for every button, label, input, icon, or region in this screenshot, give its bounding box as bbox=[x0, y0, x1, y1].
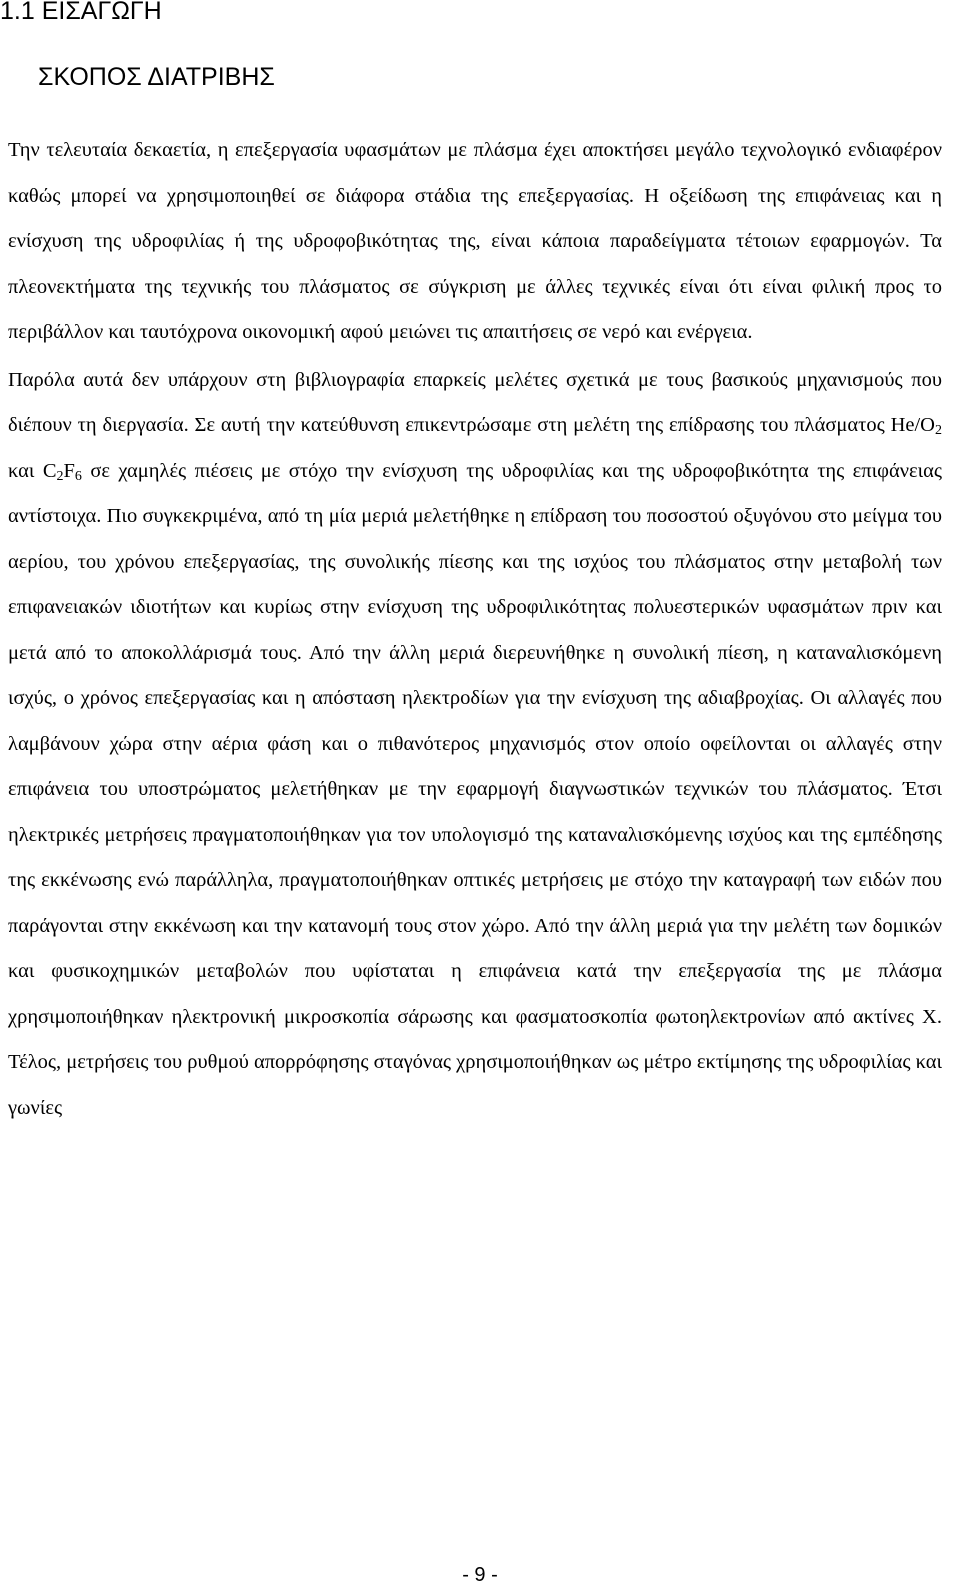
paragraph-2-part-2: και C bbox=[8, 459, 57, 482]
subscript-f6: 6 bbox=[74, 468, 82, 484]
paragraph-2-part-4: σε χαμηλές πιέσεις με στόχο την ενίσχυση της υδροφιλίας και της υδροφοβικότητα της επιφάνειας αντίστοιχα. Πιο συγκεκριμένα, από τη μία μεριά μελετήθηκε η επίδραση του ποσοστού οξυγόνου στο μείγμα του αερίου, του χρόνου επεξεργασίας, της συνολικής πίεσης και της ισχύος του πλάσματος στην μεταβολή των επιφανειακών ιδιοτήτων και κυρίως στην ενίσχυση της υδροφιλικότητας πολυεστερικών υφασμάτων πριν και μετά από το αποκολλάρισμά τους. Από την άλλη μεριά διερευνήθηκε η συνολική πίεση, η καταναλισκόμενη ισχύς, ο χρόνος επεξεργασίας και η απόσταση ηλεκτροδίων για την ενίσχυση της αδιαβροχίας. Οι αλλαγές που λαμβάνουν χώρα στην αέρια φάση και ο πιθανότερος μηχανισμός στον οποίο οφείλονται οι αλλαγές στην επιφάνεια του υποστρώματος μελετήθηκαν με την εφαρμογή διαγνωστικών τεχνικών του πλάσματος. Έτσι ηλεκτρικές μετρήσεις πραγματοποιήθηκαν για τον υπολογισμό της καταναλισκόμενης ισχύος και της εμπέδησης της εκκένωσης ενώ παράλληλα, πραγματοποιήθηκαν οπτικές μετρήσεις με στόχο την καταγραφή των ειδών που παράγονται στην εκκένωση και την κατανομή τους στον χώρο. Από την άλλη μεριά για την μελέτη των δομικών και φυσικοχημικών μεταβολών που υφίσταται η επιφάνεια κατά την επεξεργασία της με πλάσμα χρησιμοποιήθηκαν ηλεκτρονική μικροσκοπία σάρωσης και φασματοσκοπία φωτοηλεκτρονίων από ακτίνες X. Τέλος, μετρήσεις του ρυθμού απορρόφησης σταγόνας χρησιμοποιήθηκαν ως μέτρο εκτίμησης της υδροφιλίας και γωνίες bbox=[8, 459, 942, 1119]
paragraph-2-part-1: Παρόλα αυτά δεν υπάρχουν στη βιβλιογραφία επαρκείς μελέτες σχετικά με τους βασικούς μηχανισμούς που διέπουν τη διεργασία. Σε αυτή την κατεύθυνση επικεντρώσαμε στη μελέτη της επίδρασης του πλάσματος He/O bbox=[8, 368, 942, 436]
paragraph-2 bbox=[8, 358, 942, 1132]
paragraph-1: Την τελευταία δεκαετία, η επεξεργασία υφασμάτων με πλάσμα έχει αποκτήσει μεγάλο τεχνολογικό ενδιαφέρον καθώς μπορεί να χρησιμοποιηθεί σε διάφορα στάδια της επεξεργασίας. Η οξείδωση της επιφάνειας και η ενίσχυση της υδροφιλίας ή της υδροφοβικότητας της, είναι κάποια παραδείγματα τέτοιων εφαρμογών. Τα πλεονεκτήματα της τεχνικής του πλάσματος σε σύγκριση με άλλες τεχνικές είναι ότι είναι φιλική προς το περιβάλλον και ταυτόχρονα οικονομική αφού μειώνει τις απαιτήσεις σε νερό και ενέργεια. bbox=[8, 139, 942, 343]
subscript-o2: 2 bbox=[935, 423, 942, 438]
subscript-c2: 2 bbox=[56, 468, 64, 484]
paragraph-2-part-3: F bbox=[63, 459, 75, 482]
page-number: - 9 - bbox=[462, 1564, 498, 1586]
body-text bbox=[8, 128, 942, 1131]
thesis-purpose-title: ΣΚΟΠΟΣ ΔΙΑΤΡΙΒΗΣ bbox=[38, 63, 275, 91]
section-heading: 1.1 ΕΙΣΑΓΩΓΗ bbox=[0, 0, 162, 25]
